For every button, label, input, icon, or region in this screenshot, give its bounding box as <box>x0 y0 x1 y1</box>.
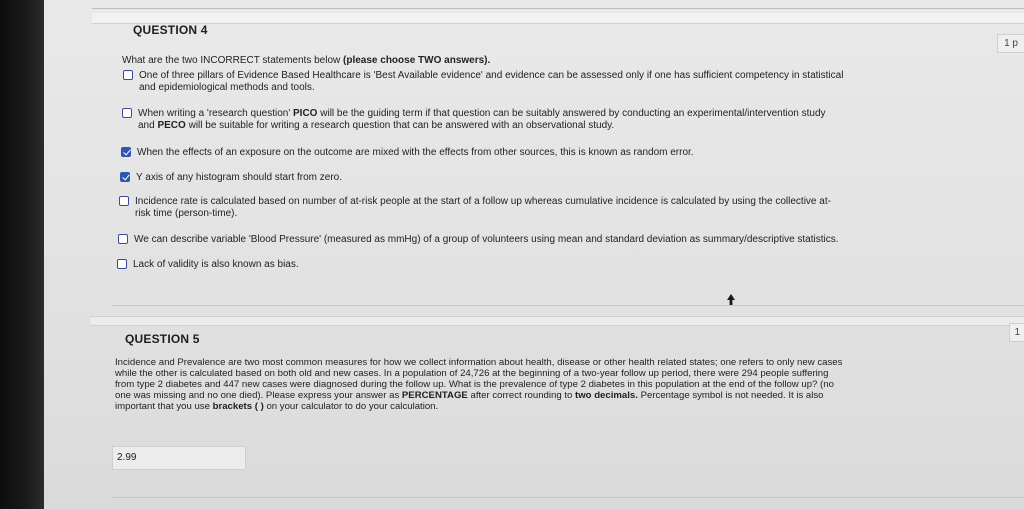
question-5-line-2: while the other is calculated based on both old and new cases. In a population of 24,726 at the beginning of a two-year follow up period, there were 294 people suffering <box>115 368 829 379</box>
line-5-d: on your calculator to do your calculation. <box>266 401 439 412</box>
option-2-text-c: will be the guiding term if that question can be suitably answered by conducting an experimental/intervention study <box>317 108 826 119</box>
checkbox-option-6[interactable] <box>118 234 128 244</box>
option-1-line-2: and epidemiological methods and tools. <box>139 82 315 93</box>
line-4-two-decimals: two decimals. <box>575 390 638 401</box>
option-5-text <box>135 196 831 220</box>
question-5-prompt <box>115 357 1015 412</box>
question-divider <box>112 305 1024 306</box>
question-4-prompt <box>122 55 490 66</box>
question-4-heading: QUESTION 4 <box>133 23 208 37</box>
option-3-text: When the effects of an exposure on the outcome are mixed with the effects from other sources, this is known as random error. <box>137 147 694 158</box>
question-5-line-3: from type 2 diabetes and 447 new cases were diagnosed during the follow up. What is the prevalence of type 2 diabetes in this population at the end of the follow up? (no <box>115 379 834 390</box>
question-5-line-1: Incidence and Prevalence are two most common measures for how we collect information about health, disease or other health related states; one refers to only new cases <box>115 357 843 368</box>
question-5-points: 1 <box>1009 323 1024 342</box>
question-5-heading: QUESTION 5 <box>125 332 200 346</box>
option-2-text <box>138 108 826 132</box>
answer-option-2[interactable] <box>122 108 826 132</box>
option-2-pico: PICO <box>293 108 318 119</box>
checkbox-option-3-checked[interactable] <box>121 147 131 157</box>
answer-option-3[interactable] <box>121 147 694 159</box>
answer-option-1[interactable] <box>123 70 843 94</box>
bottom-divider <box>112 497 1024 498</box>
answer-option-5[interactable] <box>119 196 831 220</box>
top-divider <box>92 8 1024 9</box>
checkbox-option-7[interactable] <box>117 259 127 269</box>
answer-input[interactable]: 2.99 <box>112 446 246 470</box>
option-5-line-2: risk time (person-time). <box>135 208 238 219</box>
line-5-bracket-symbols: ( ) <box>252 401 267 412</box>
prompt-text: What are the two INCORRECT statements below <box>122 55 344 66</box>
checkbox-option-4-checked[interactable] <box>120 172 130 182</box>
checkbox-option-1[interactable] <box>123 70 133 80</box>
option-2-text-a: When writing a 'research question' <box>138 108 294 119</box>
line-4-a: one was missing and no one died). Please express your answer as <box>115 390 402 401</box>
prompt-instruction: (please choose TWO answers). <box>343 55 491 66</box>
option-4-text: Y axis of any histogram should start from zero. <box>136 172 343 183</box>
question-5-top-band <box>90 316 1024 326</box>
answer-option-6[interactable] <box>118 234 839 246</box>
device-bezel <box>0 0 44 509</box>
option-2-text-and: and <box>138 120 158 131</box>
top-band <box>92 13 1024 24</box>
option-1-line-1: One of three pillars of Evidence Based Healthcare is 'Best Available evidence' and evidence can be assessed only if one has sufficient competency in statistical <box>139 70 844 81</box>
checkbox-option-5[interactable] <box>119 196 129 206</box>
answer-option-4[interactable] <box>120 172 342 184</box>
option-5-line-1: Incidence rate is calculated based on number of at-risk people at the start of a follow up whereas cumulative incidence is calculated by using the collective at- <box>135 196 831 207</box>
option-6-text: We can describe variable 'Blood Pressure' (measured as mmHg) of a group of volunteers using mean and standard deviation as summary/descriptive statistics. <box>134 234 839 245</box>
mouse-cursor-icon <box>725 293 737 307</box>
checkbox-option-2[interactable] <box>122 108 132 118</box>
option-1-text <box>139 70 843 94</box>
line-4-c: after correct rounding to <box>467 390 576 401</box>
line-4-e: Percentage symbol is not needed. It is also <box>637 390 824 401</box>
option-7-text: Lack of validity is also known as bias. <box>133 259 299 270</box>
option-2-text-d: will be suitable for writing a research question that can be answered with an observational study. <box>185 120 615 131</box>
question-4-points: 1 p <box>997 34 1024 53</box>
question-5-line-4 <box>115 390 1015 401</box>
line-5-a: important that you use <box>115 401 213 412</box>
question-5-line-5 <box>115 401 1015 412</box>
line-5-brackets: brackets <box>212 401 253 412</box>
option-2-peco: PECO <box>157 120 186 131</box>
line-4-percentage: PERCENTAGE <box>401 390 468 401</box>
answer-option-7[interactable] <box>117 259 299 271</box>
